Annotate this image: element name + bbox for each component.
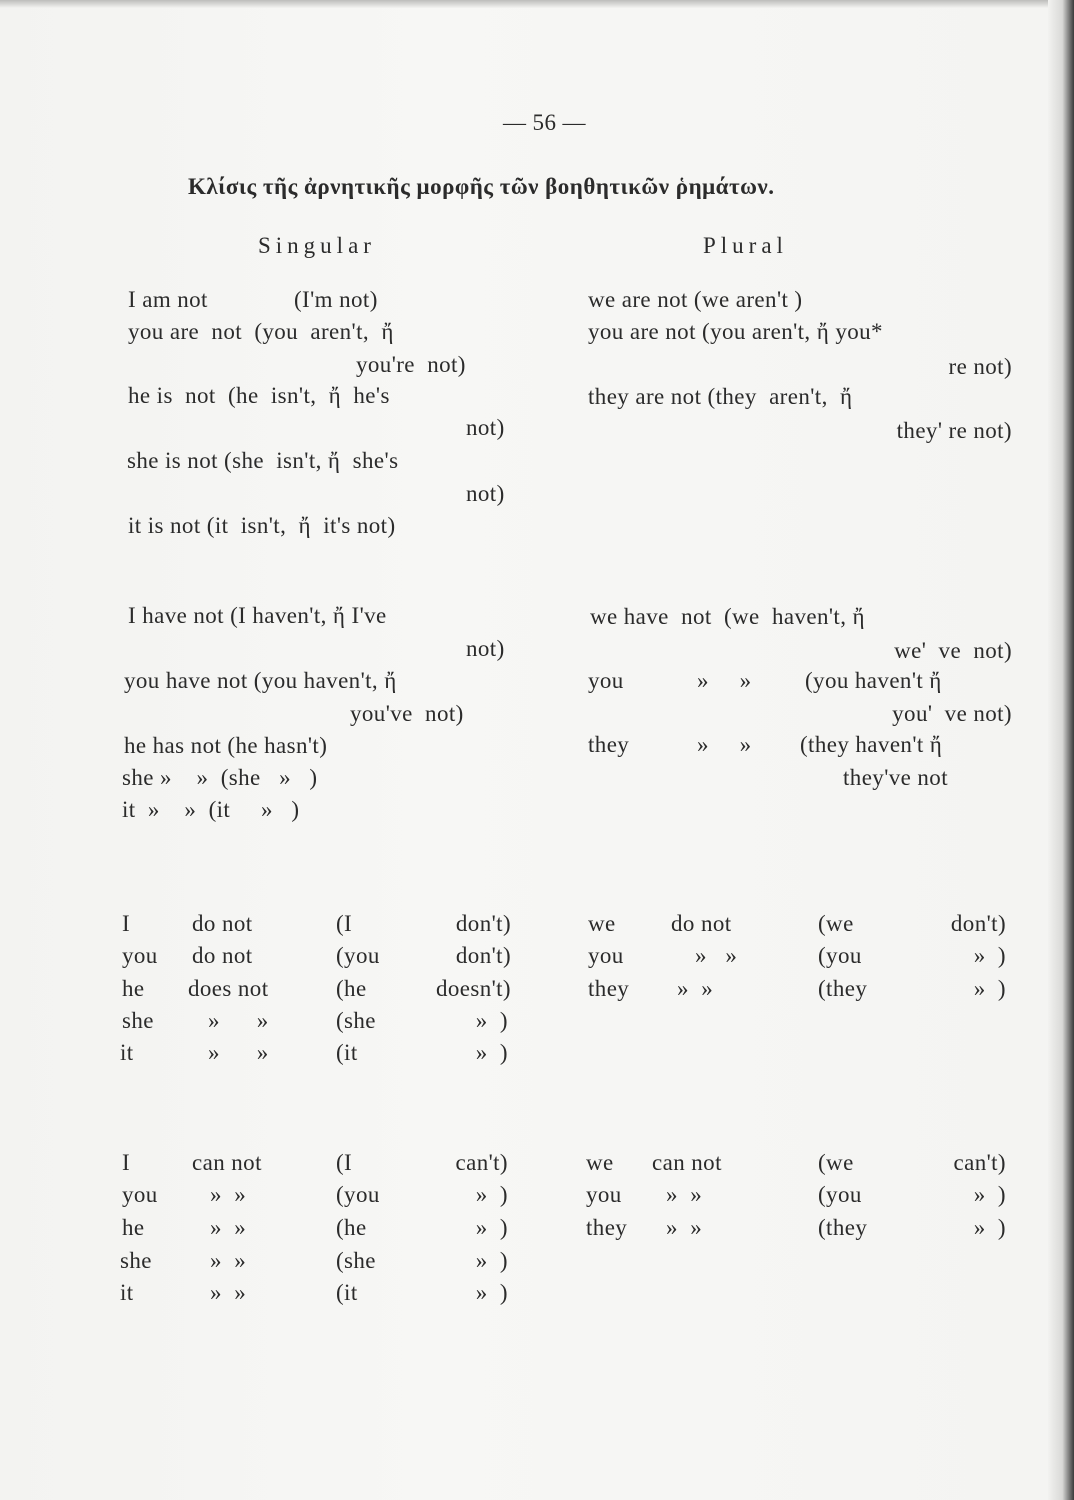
do-p2-paren: (you <box>818 943 862 968</box>
can-p1-contraction: can't) <box>953 1150 1006 1175</box>
do-p3-verb: » » <box>677 976 714 1001</box>
be-s2: you are not (you aren't, ἤ <box>128 319 394 344</box>
do-s4-paren: (she <box>336 1008 376 1033</box>
do-s1-contraction: don't) <box>455 911 511 936</box>
do-p3-paren: (they <box>818 976 868 1001</box>
have-s5: it » » (it » ) <box>122 797 300 822</box>
do-s3-verb: does not <box>188 976 269 1001</box>
do-p1-contraction: don't) <box>950 911 1006 936</box>
can-s2-pronoun: you <box>122 1182 158 1207</box>
be-s3-cont: not) <box>466 415 505 440</box>
have-p3-contraction: (they haven't ἤ <box>800 732 943 757</box>
can-p2-contraction: » ) <box>973 1182 1006 1207</box>
do-p2-contraction: » ) <box>973 943 1006 968</box>
can-p2-verb: » » <box>666 1182 703 1207</box>
be-p3: they are not (they aren't, ἤ <box>588 384 853 409</box>
can-s3-paren: (he <box>336 1215 367 1240</box>
be-s2-cont: you're not) <box>356 352 466 377</box>
have-p2-contraction: (you haven't ἤ <box>805 668 942 693</box>
can-p1-paren: (we <box>818 1150 854 1175</box>
can-s4-pronoun: she <box>120 1248 152 1273</box>
do-s1-paren: (I <box>336 911 353 936</box>
have-p3-pronoun: they <box>588 732 630 757</box>
do-s5-pronoun: it <box>120 1040 134 1065</box>
do-s1-pronoun: I <box>122 911 131 936</box>
can-p3-contraction: » ) <box>973 1215 1006 1240</box>
page-title: Κλίσις τῆς ἀρνητικῆς μορφῆς τῶν βοηθητικῶν ῥημάτων. <box>188 174 775 199</box>
do-p1-paren: (we <box>818 911 854 936</box>
can-s2-paren: (you <box>336 1182 380 1207</box>
can-p2-paren: (you <box>818 1182 862 1207</box>
can-s5-pronoun: it <box>120 1280 134 1305</box>
do-s1-verb: do not <box>192 911 253 936</box>
can-s5-paren: (it <box>336 1280 358 1305</box>
be-p2: you are not (you aren't, ἤ you* <box>588 319 883 344</box>
be-s4: she is not (she isn't, ἤ she's <box>127 448 399 473</box>
be-s4-cont: not) <box>466 481 505 506</box>
have-p3-cont: they've not <box>843 765 948 790</box>
have-p1: we have not (we haven't, ἤ <box>590 604 865 629</box>
can-s5-verb: » » <box>210 1280 247 1305</box>
do-p2-verb: » » <box>695 943 738 968</box>
have-s1: I have not (I haven't, ἤ I've <box>128 603 387 628</box>
do-s2-pronoun: you <box>122 943 158 968</box>
can-p1-verb: can not <box>652 1150 722 1175</box>
be-p1: we are not (we aren't ) <box>588 287 803 312</box>
do-s5-contraction: » ) <box>475 1040 508 1065</box>
can-s5-contraction: » ) <box>475 1280 508 1305</box>
do-s4-verb: » » <box>208 1008 269 1033</box>
be-s1-contraction: (I'm not) <box>294 287 378 312</box>
can-p2-pronoun: you <box>586 1182 622 1207</box>
have-s4: she » » (she » ) <box>122 765 318 790</box>
page-number: — 56 — <box>503 110 586 135</box>
do-p1-pronoun: we <box>588 911 616 936</box>
do-s3-paren: (he <box>336 976 367 1001</box>
header-singular: Singular <box>258 233 376 258</box>
can-p3-verb: » » <box>666 1215 703 1240</box>
can-s1-paren: (I <box>336 1150 353 1175</box>
be-s1: I am not <box>128 287 208 312</box>
have-p2-cont: you' ve not) <box>892 701 1012 726</box>
can-p3-pronoun: they <box>586 1215 628 1240</box>
can-s2-contraction: » ) <box>475 1182 508 1207</box>
can-s3-verb: » » <box>210 1215 247 1240</box>
scan-top-edge <box>0 0 1074 8</box>
have-s3: he has not (he hasn't) <box>124 733 328 758</box>
can-s1-contraction: can't) <box>455 1150 508 1175</box>
scan-right-edge <box>1048 0 1074 1500</box>
have-s2-cont: you've not) <box>350 701 464 726</box>
do-s3-pronoun: he <box>122 976 145 1001</box>
can-s4-verb: » » <box>210 1248 247 1273</box>
have-s2: you have not (you haven't, ἤ <box>124 668 397 693</box>
have-p2-ditto: » » <box>697 668 752 693</box>
header-plural: Plural <box>703 233 788 258</box>
can-s2-verb: » » <box>210 1182 247 1207</box>
can-p3-paren: (they <box>818 1215 868 1240</box>
be-p3-cont: they' re not) <box>896 418 1012 443</box>
can-s1-pronoun: I <box>122 1150 131 1175</box>
do-s4-pronoun: she <box>122 1008 154 1033</box>
do-s4-contraction: » ) <box>475 1008 508 1033</box>
be-s5: it is not (it isn't, ἤ it's not) <box>128 513 396 538</box>
be-p2-cont: re not) <box>948 354 1012 379</box>
be-s3: he is not (he isn't, ἤ he's <box>128 383 390 408</box>
have-s1-cont: not) <box>466 636 505 661</box>
do-p2-pronoun: you <box>588 943 624 968</box>
do-s2-contraction: don't) <box>455 943 511 968</box>
do-s5-paren: (it <box>336 1040 358 1065</box>
do-p3-contraction: » ) <box>973 976 1006 1001</box>
do-p1-verb: do not <box>671 911 732 936</box>
do-s5-verb: » » <box>208 1040 269 1065</box>
do-s3-contraction: doesn't) <box>435 976 511 1001</box>
can-s3-contraction: » ) <box>475 1215 508 1240</box>
can-p1-pronoun: we <box>586 1150 614 1175</box>
have-p1-cont: we' ve not) <box>894 638 1012 663</box>
can-s1-verb: can not <box>192 1150 262 1175</box>
have-p3-ditto: » » <box>697 732 752 757</box>
can-s3-pronoun: he <box>122 1215 145 1240</box>
do-p3-pronoun: they <box>588 976 630 1001</box>
have-p2-pronoun: you <box>588 668 624 693</box>
can-s4-contraction: » ) <box>475 1248 508 1273</box>
do-s2-paren: (you <box>336 943 380 968</box>
can-s4-paren: (she <box>336 1248 376 1273</box>
do-s2-verb: do not <box>192 943 253 968</box>
